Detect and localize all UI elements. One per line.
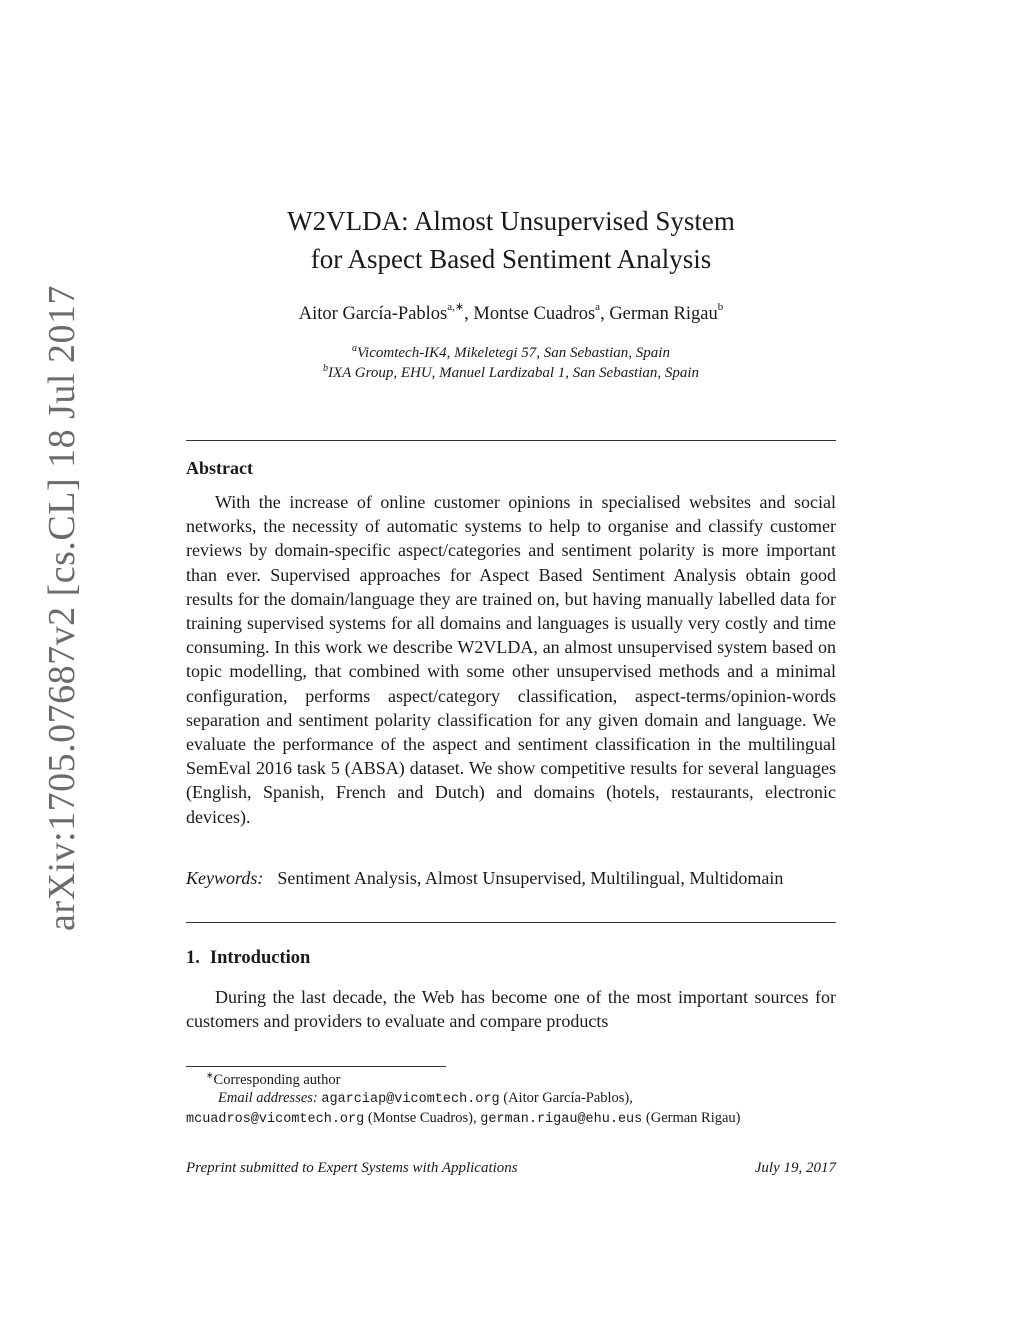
- affiliation-text: Vicomtech-IK4, Mikeletegi 57, San Sebastian, Spain: [357, 345, 670, 361]
- footnote-emails-line-2: [186, 1110, 836, 1127]
- affiliation-mark: a: [352, 343, 357, 354]
- keywords-label: Keywords:: [186, 868, 264, 888]
- keywords-text: Sentiment Analysis, Almost Unsupervised, Multilingual, Multidomain: [277, 868, 784, 888]
- affiliation-b: [186, 363, 836, 382]
- author-separator: ,: [464, 304, 474, 325]
- author-name: German Rigau: [609, 304, 718, 325]
- keywords: [186, 866, 836, 890]
- footnote-emails-line-1: [186, 1090, 836, 1107]
- paper-title-line-1: W2VLDA: Almost Unsupervised System: [287, 206, 735, 236]
- introduction-body: During the last decade, the Web has become one of the most important sources for customers and providers to evaluate and compare products: [186, 987, 836, 1032]
- author-affiliation-mark: b: [717, 301, 724, 313]
- footer-date: July 19, 2017: [754, 1160, 836, 1176]
- email-link[interactable]: agarciap@vicomtech.org: [321, 1092, 500, 1107]
- abstract-body: With the increase of online customer opinions in specialised websites and social networks, the necessity of automatic systems to help to organise and classify customer reviews by domain-specific aspect/categories and sentiment polarity is more important than ever. Supervised approaches for Aspect Based Sentiment Analysis obtain good results for the domain/language they are trained on, but having manually labelled data for training supervised systems for all domains and languages is usually very costly and time consuming. In this work we describe W2VLDA, an almost unsupervised system based on topic modelling, that combined with some other unsupervised methods and a minimal configuration, performs aspect/category classification, aspect-terms/opinion-words separation and sentiment polarity classification for any given domain and language. We evaluate the performance of the aspect and sentiment classification in the multilingual SemEval 2016 task 5 (ABSA) dataset. We show competitive results for several languages (English, Spanish, French and Dutch) and domains (hotels, restaurants, electronic devices).: [186, 492, 836, 827]
- section-title: Introduction: [209, 948, 311, 968]
- paper-title-line-2: for Aspect Based Sentiment Analysis: [310, 244, 712, 274]
- email-link[interactable]: mcuadros@vicomtech.org: [186, 1112, 365, 1127]
- author-name: Montse Cuadros: [473, 304, 596, 325]
- footnote-rule: [186, 1066, 446, 1067]
- footer-preprint-note: Preprint submitted to Expert Systems with Applications: [186, 1160, 518, 1176]
- author-affiliation-mark: a,∗: [447, 301, 465, 313]
- footnote-corresponding: [186, 1070, 836, 1089]
- arxiv-side-stamp: arXiv:1705.07687v2 [cs.CL] 18 Jul 2017: [41, 285, 83, 931]
- section-heading-introduction: [186, 948, 310, 969]
- author-list: [186, 302, 836, 325]
- abstract-bottom-rule: [186, 922, 836, 923]
- affiliation-mark: b: [322, 363, 328, 374]
- abstract-top-rule: [186, 440, 836, 441]
- author-separator: ,: [600, 304, 610, 325]
- email-owner: (Aitor García-Pablos),: [503, 1090, 633, 1106]
- footnote-mark: ∗: [206, 1070, 214, 1080]
- email-link[interactable]: german.rigau@ehu.eus: [480, 1112, 643, 1127]
- email-owner: (Montse Cuadros),: [367, 1110, 477, 1126]
- author-affiliation-mark: a: [595, 301, 601, 313]
- affiliation-a: [186, 343, 836, 362]
- abstract-heading: Abstract: [186, 458, 253, 478]
- section-number: 1.: [186, 948, 200, 968]
- footnote-text: Corresponding author: [213, 1071, 341, 1088]
- affiliation-text: IXA Group, EHU, Manuel Lardizabal 1, San Sebastian, Spain: [327, 365, 700, 381]
- author-name: Aitor García-Pablos: [298, 304, 448, 325]
- email-label: Email addresses:: [218, 1090, 318, 1106]
- email-owner: (German Rigau): [645, 1110, 741, 1126]
